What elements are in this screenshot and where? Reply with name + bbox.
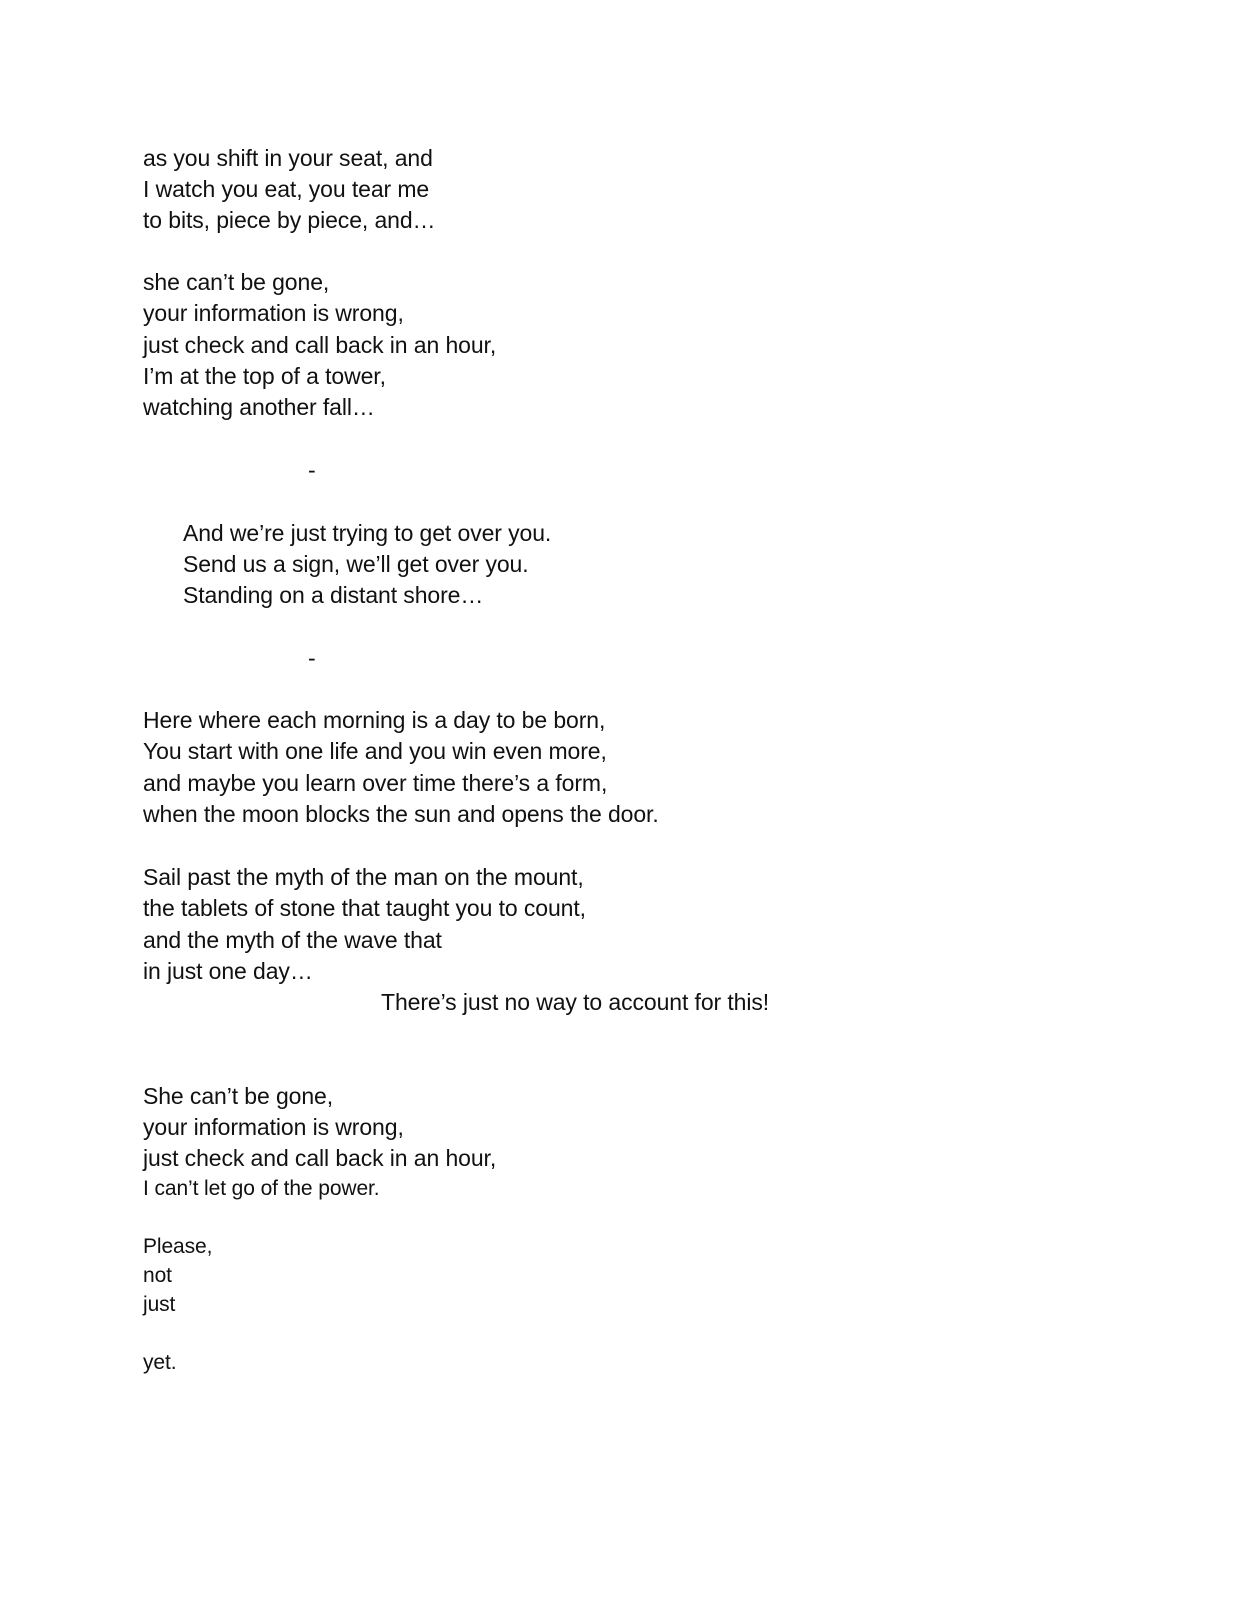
stanza5-line-4: I can’t let go of the power. xyxy=(143,1177,380,1200)
stanza2-line-2: your information is wrong, xyxy=(143,300,404,326)
stanza4-line-1: Sail past the myth of the man on the mount, xyxy=(143,864,584,890)
chorus-line-2: Send us a sign, we’ll get over you. xyxy=(183,551,529,577)
stanza4-line-3: and the myth of the wave that xyxy=(143,927,442,953)
separator-dash-1: - xyxy=(308,457,316,483)
chorus-line-1: And we’re just trying to get over you. xyxy=(183,520,552,546)
stanza2-line-5: watching another fall… xyxy=(143,394,375,420)
separator-dash-2: - xyxy=(308,645,316,671)
stanza1-line-1: as you shift in your seat, and xyxy=(143,145,433,171)
stanza4-tail-line: There’s just no way to account for this! xyxy=(381,989,770,1015)
chorus-line-3: Standing on a distant shore… xyxy=(183,582,484,608)
ending-line-1: Please, xyxy=(143,1235,213,1258)
stanza3-line-3: and maybe you learn over time there’s a form, xyxy=(143,770,608,796)
stanza3-line-2: You start with one life and you win even more, xyxy=(143,738,607,764)
stanza2-line-4: I’m at the top of a tower, xyxy=(143,363,386,389)
stanza3-line-4: when the moon blocks the sun and opens the door. xyxy=(143,801,659,827)
ending-line-2: not xyxy=(143,1264,172,1287)
stanza5-line-2: your information is wrong, xyxy=(143,1114,404,1140)
stanza1-line-2: I watch you eat, you tear me xyxy=(143,176,430,202)
stanza5-line-1: She can’t be gone, xyxy=(143,1083,334,1109)
stanza4-line-2: the tablets of stone that taught you to count, xyxy=(143,895,586,921)
stanza3-line-1: Here where each morning is a day to be born, xyxy=(143,707,606,733)
stanza2-line-3: just check and call back in an hour, xyxy=(143,332,497,358)
stanza2-line-1: she can’t be gone, xyxy=(143,269,330,295)
stanza1-line-3: to bits, piece by piece, and… xyxy=(143,207,436,233)
stanza4-line-4: in just one day… xyxy=(143,958,313,984)
ending-line-3: just xyxy=(143,1293,176,1316)
ending-line-4: yet. xyxy=(143,1351,177,1374)
stanza5-line-3: just check and call back in an hour, xyxy=(143,1145,497,1171)
